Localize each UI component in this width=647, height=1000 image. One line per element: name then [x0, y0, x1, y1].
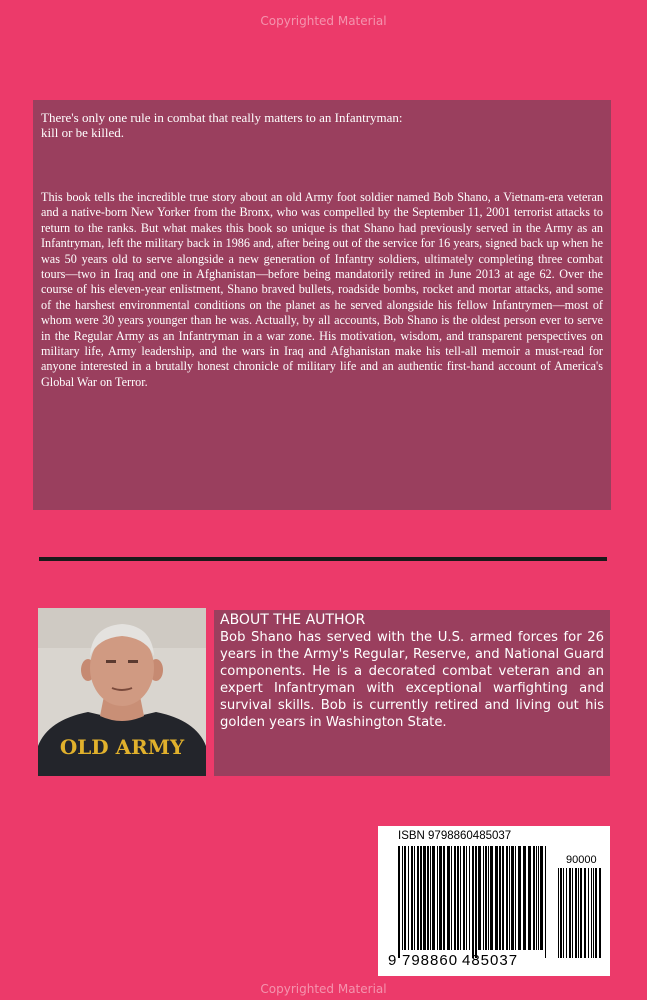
barcode-bar — [518, 846, 521, 950]
barcode-bar — [402, 846, 403, 950]
price-barcode-bar — [558, 868, 559, 958]
barcode-bar — [451, 846, 452, 950]
barcode-lead-digit: 9 — [388, 952, 398, 969]
barcode-bar — [460, 846, 461, 950]
barcode-bar — [506, 846, 508, 950]
price-barcode-bar — [560, 868, 562, 958]
barcode-left-digits: 798860 — [402, 952, 459, 969]
barcode-bar — [432, 846, 435, 950]
blurb-panel — [33, 100, 611, 510]
barcode-bar — [414, 846, 415, 950]
price-barcode-bar — [588, 868, 589, 958]
barcode-bar — [533, 846, 535, 950]
price-barcode-bar — [584, 868, 586, 958]
book-description: This book tells the incredible true story about an old Army foot soldier named Bob Shano, a Vietnam-era veteran and a native-born New Yorker from the Bronx, who was compelled by the September 11, 2001 terrorist attacks to return to the ranks. But what makes this book so unique is that Shano had previously served in the Army as an Infantryman, left the military back in 1986 and, after being out of the service for 16 years, signed back up when he was 50 years old to serve alongside a new generation of Infantry soldiers, ultimately completing three combat tours—two in Iraq and one in Afghanistan—before being mandatorily retired in June 2013 at age 62. Over the course of his eleven-year enlistment, Shano braved bullets, roadside bombs, rocket and mortar attacks, and some of the harshest environmental conditions on the planet as he served alongside his fellow Infantrymen—most of whom were 30 years younger than he was. Actually, by all accounts, Bob Shano is the oldest person ever to serve in the Regular Army as an Infantryman in a war zone. His motivation, wisdom, and transparent perspectives on military life, Army leadership, and the wars in Iraq and Afghanistan make his tell-all memoir a must-read for anyone interested in a brutally honest chronicle of military life and an authentic first-hand account of America's Global War on Terror. — [41, 190, 603, 389]
watermark-top: Copyrighted Material — [260, 14, 387, 28]
barcode-bar — [466, 846, 467, 950]
barcode-bar — [404, 846, 406, 950]
barcode-bar — [417, 846, 419, 950]
barcode-bar — [523, 846, 526, 950]
hook-text — [41, 110, 603, 140]
price-barcode-bar — [569, 868, 571, 958]
isbn-label: ISBN 9798860485037 — [398, 830, 512, 842]
price-code: 90000 — [566, 854, 597, 866]
barcode-bar — [408, 846, 409, 950]
barcode-bar — [538, 846, 539, 950]
barcode-bar — [483, 846, 484, 950]
barcode-bar — [430, 846, 431, 950]
barcode-bar — [454, 846, 456, 950]
isbn-barcode — [378, 826, 610, 976]
watermark-bottom: Copyrighted Material — [260, 982, 387, 996]
price-barcode-bar — [572, 868, 573, 958]
price-barcode-bar — [578, 868, 579, 958]
barcode-bar — [511, 846, 514, 950]
barcode-bar — [469, 846, 470, 950]
barcode-bar — [437, 846, 438, 950]
barcode-bar — [495, 846, 498, 950]
divider-rule — [39, 557, 607, 561]
price-barcode-bar — [580, 868, 582, 958]
author-bio: Bob Shano has served with the U.S. armed forces for 26 years in the Army's Regular, Reserve, and National Guard components. He is a decorated combat veteran and an expert Infantryman with exceptional warfighting and survival skills. Bob is currently retired and living out his golden years in Washington State. — [220, 630, 604, 730]
hook-line-2: kill or be killed. — [41, 125, 125, 140]
barcode-bar — [472, 846, 474, 958]
barcode-bar — [490, 846, 493, 950]
shirt-text: OLD ARMY — [59, 735, 185, 759]
barcode-bar — [443, 846, 445, 950]
author-panel — [214, 610, 610, 776]
price-barcode-bar — [575, 868, 577, 958]
barcode-bar — [488, 846, 489, 950]
barcode-bar — [420, 846, 422, 950]
barcode-bar — [423, 846, 426, 950]
barcode-bar — [540, 846, 543, 950]
barcode-right-digits: 485037 — [462, 952, 519, 969]
barcode-bar — [411, 846, 413, 950]
barcode-bar — [545, 846, 546, 958]
barcode-bar — [457, 846, 459, 950]
author-portrait-image — [38, 608, 206, 776]
barcode-bar — [398, 846, 400, 958]
barcode-bar — [509, 846, 510, 950]
price-barcode-bar — [593, 868, 594, 958]
barcode-bar — [528, 846, 531, 950]
author-heading: ABOUT THE AUTHOR — [220, 612, 366, 628]
barcode-bar — [515, 846, 516, 950]
price-barcode-bar — [566, 868, 567, 958]
barcode-bar — [463, 846, 465, 950]
barcode-bar — [427, 846, 429, 950]
barcode-bar — [536, 846, 537, 950]
price-barcode-bar — [591, 868, 592, 958]
barcode-bar — [499, 846, 501, 950]
price-barcode-bar — [599, 868, 601, 958]
hook-line-1: There's only one rule in combat that really matters to an Infantryman: — [41, 110, 403, 125]
barcode-bar — [475, 846, 477, 958]
price-barcode-bar — [563, 868, 564, 958]
barcode-bar — [447, 846, 450, 950]
barcode-bar — [439, 846, 442, 950]
price-barcode-bar — [595, 868, 597, 958]
barcode-bar — [478, 846, 481, 950]
barcode-bar — [485, 846, 487, 950]
author-photo — [38, 608, 206, 776]
barcode-bar — [502, 846, 504, 950]
